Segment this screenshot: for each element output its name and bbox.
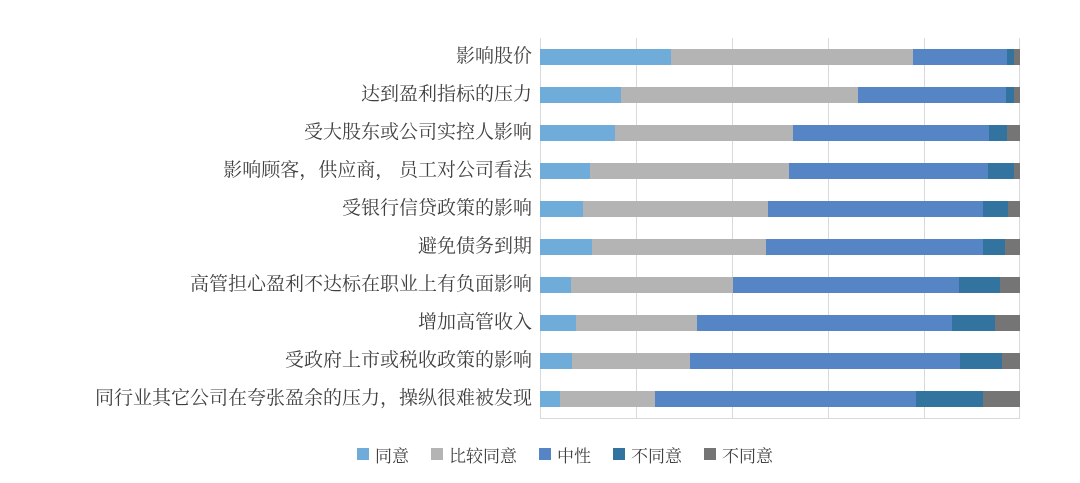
bar-segment bbox=[913, 49, 1007, 65]
bar-row bbox=[540, 114, 1020, 152]
legend-label: 同意 bbox=[375, 446, 409, 466]
stacked-bar bbox=[540, 125, 1020, 141]
legend-label: 中性 bbox=[557, 446, 591, 466]
bar-segment bbox=[995, 315, 1020, 331]
bar-segment bbox=[1014, 163, 1020, 179]
bar-segment bbox=[1005, 239, 1020, 255]
bar-row bbox=[540, 342, 1020, 380]
bar-row bbox=[540, 190, 1020, 228]
bar-segment bbox=[1014, 87, 1020, 103]
category-label: 同行业其它公司在夸张盈余的压力，操纵很难被发现 bbox=[94, 388, 532, 409]
bar-segment bbox=[960, 353, 1001, 369]
bar-segment bbox=[540, 49, 671, 65]
bar-segment bbox=[959, 277, 1000, 293]
bar-segment bbox=[983, 391, 1020, 407]
bar-segment bbox=[583, 201, 768, 217]
bar-row bbox=[540, 152, 1020, 190]
bar-segment bbox=[690, 353, 961, 369]
bar-segment bbox=[540, 201, 583, 217]
stacked-bar bbox=[540, 49, 1020, 65]
bar-segment bbox=[1007, 125, 1020, 141]
bar-segment bbox=[540, 125, 615, 141]
bar-segment bbox=[858, 87, 1006, 103]
bar-segment bbox=[733, 277, 959, 293]
stacked-bar bbox=[540, 315, 1020, 331]
stacked-bar bbox=[540, 277, 1020, 293]
bar-row bbox=[540, 228, 1020, 266]
bar-segment bbox=[989, 125, 1007, 141]
stacked-bar bbox=[540, 391, 1020, 407]
legend bbox=[25, 441, 1080, 467]
category-label: 高管担心盈利不达标在职业上有负面影响 bbox=[189, 274, 532, 295]
bar-segment bbox=[793, 125, 989, 141]
bar-row bbox=[540, 266, 1020, 304]
stacked-bar bbox=[540, 163, 1020, 179]
legend-marker bbox=[613, 448, 625, 460]
legend-item bbox=[613, 442, 682, 467]
bar-segment bbox=[983, 201, 1008, 217]
legend-label: 比较同意 bbox=[449, 446, 517, 466]
bar-segment bbox=[571, 277, 733, 293]
bar-row bbox=[540, 76, 1020, 114]
bar-segment bbox=[1002, 353, 1020, 369]
category-label: 影响顾客，供应商， 员工对公司看法 bbox=[223, 160, 532, 181]
bar-segment bbox=[540, 315, 576, 331]
bar-segment bbox=[766, 239, 983, 255]
legend-item bbox=[357, 442, 409, 467]
bar-segment bbox=[560, 391, 655, 407]
bar-segment bbox=[671, 49, 913, 65]
legend-marker bbox=[539, 448, 551, 460]
bar-segment bbox=[572, 353, 690, 369]
bar-segment bbox=[655, 391, 917, 407]
bar-segment bbox=[540, 239, 592, 255]
bar-segment bbox=[576, 315, 698, 331]
legend-item bbox=[539, 442, 591, 467]
bar-segment bbox=[768, 201, 983, 217]
stacked-bar bbox=[540, 353, 1020, 369]
bar-segment bbox=[952, 315, 995, 331]
bar-segment bbox=[983, 239, 1006, 255]
legend-marker bbox=[357, 448, 369, 460]
bar-row bbox=[540, 380, 1020, 418]
bar-segment bbox=[1008, 201, 1020, 217]
bar-segment bbox=[590, 163, 789, 179]
stacked-bar bbox=[540, 87, 1020, 103]
bar-segment bbox=[540, 391, 560, 407]
category-axis bbox=[0, 38, 532, 418]
bar-segment bbox=[916, 391, 983, 407]
bar-segment bbox=[1007, 49, 1014, 65]
legend-marker bbox=[704, 448, 716, 460]
bar-segment bbox=[988, 163, 1013, 179]
bar-segment bbox=[621, 87, 859, 103]
bar-segment bbox=[540, 163, 590, 179]
bar-segment bbox=[540, 87, 621, 103]
bar-segment bbox=[615, 125, 793, 141]
plot-area bbox=[540, 38, 1020, 419]
category-label: 受大股东或公司实控人影响 bbox=[303, 122, 532, 143]
bar-segment bbox=[697, 315, 951, 331]
category-label: 受政府上市或税收政策的影响 bbox=[284, 350, 532, 371]
bar-row bbox=[540, 38, 1020, 76]
bar-segment bbox=[789, 163, 988, 179]
legend-marker bbox=[431, 448, 443, 460]
legend-item bbox=[704, 442, 773, 467]
stacked-bar bbox=[540, 201, 1020, 217]
bar-segment bbox=[540, 277, 571, 293]
bar-row bbox=[540, 304, 1020, 342]
category-label: 影响股价 bbox=[455, 46, 532, 67]
bar-segment bbox=[592, 239, 765, 255]
bar-segment bbox=[540, 353, 572, 369]
category-label: 增加高管收入 bbox=[417, 312, 532, 333]
category-label: 达到盈利指标的压力 bbox=[360, 84, 532, 105]
legend-item bbox=[431, 442, 517, 467]
bar-segment bbox=[1014, 49, 1020, 65]
legend-label: 不同意 bbox=[631, 446, 682, 466]
bar-segment bbox=[1000, 277, 1020, 293]
stacked-bar bbox=[540, 239, 1020, 255]
category-label: 避免债务到期 bbox=[417, 236, 532, 257]
category-label: 受银行信贷政策的影响 bbox=[341, 198, 532, 219]
legend-label: 不同意 bbox=[722, 446, 773, 466]
bar-segment bbox=[1006, 87, 1014, 103]
